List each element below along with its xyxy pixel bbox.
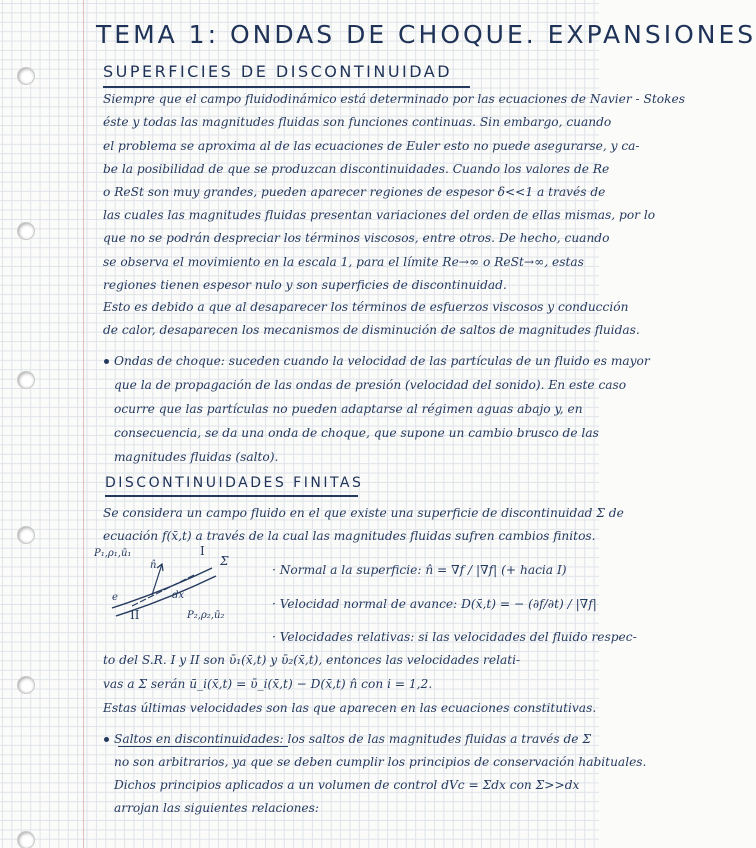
state1-label: P₁,ρ₁,ū₁ [94,548,132,559]
paragraph-line: be la posibilidad de que se produzcan discontinuidades. Cuando los valores de Re [103,162,610,176]
state2-label: P₂,ρ₂,ū₂ [187,610,225,621]
bullet-line: no son arbitrarios, ya que se deben cumplir los principios de conservación habituales. [114,755,647,769]
subheading-underline [118,746,288,747]
bullet-line: Saltos en discontinuidades: los saltos de las magnitudes fluidas a través de Σ [114,732,592,746]
section-heading-discontinuidades: DISCONTINUIDADES FINITAS [105,475,364,491]
bullet-line: Dichos principios aplicados a un volumen de control dVc = Σdx con Σ>>dx [114,778,580,792]
paragraph-line: Esto es debido a que al desaparecer los términos de esfuerzos viscosos y conducción [103,300,629,314]
paragraph-line: se observa el movimiento en la escala 1, para el límite Re→∞ o ReSt→∞, estas [103,255,584,269]
bullet-line: ocurre que las partículas no pueden adaptarse al régimen aguas abajo y, en [114,402,583,416]
bullet-line: que la de propagación de las ondas de presión (velocidad del sonido). En este caso [114,378,627,392]
paragraph-line: éste y todas las magnitudes fluidas son funciones continuas. Sin embargo, cuando [103,115,612,129]
margin-line [83,0,84,848]
binder-hole [18,223,34,239]
definition-relative: · Velocidades relativas: si las velocidades del fluido respec- [272,630,637,644]
bullet-line: Ondas de choque: suceden cuando la velocidad de las partículas de un fluido es mayor [114,354,650,368]
surface-line-upper [112,568,212,608]
bullet-dot [104,359,109,364]
bullet-line: consecuencia, se da una onda de choque, que supone un cambio brusco de las [114,426,599,440]
heading-underline [103,86,470,88]
paragraph-line: que no se podrán despreciar los términos viscosos, entre otros. De hecho, cuando [103,231,610,245]
paragraph-line: las cuales las magnitudes fluidas presentan variaciones del orden de ellas mismas, por lo [103,208,656,222]
paragraph-line: o ReSt son muy grandes, pueden aparecer regiones de espesor δ<<1 a través de [103,185,606,199]
paragraph-line: vas a Σ serán ū_i(x̄,t) = ῡ_i(x̄,t) − D(x̄,t) n̂ con i = 1,2. [103,677,433,691]
dx-label: dx [172,590,185,601]
paragraph-line: Siempre que el campo fluidodinámico está determinado por las ecuaciones de Navier - Stokes [103,92,685,106]
paragraph-line: ecuación f(x̄,t) a través de la cual las magnitudes fluidas sufren cambios finitos. [103,529,596,543]
paragraph-line: to del S.R. I y II son ῡ₁(x̄,t) y ῡ₂(x̄,t), entonces las velocidades relati- [103,653,521,667]
definition-velocity: · Velocidad normal de avance: D(x̄,t) = − (∂f/∂t) / |∇f| [272,597,597,611]
page-title: TEMA 1: ONDAS DE CHOQUE. EXPANSIONES [96,20,756,49]
binder-hole [18,68,34,84]
sigma-label: Σ [220,554,229,568]
binder-hole [18,832,34,848]
paragraph-line: Se considera un campo fluido en el que existe una superficie de discontinuidad Σ de [103,506,624,520]
e-label: e [112,592,118,603]
paragraph-line: de calor, desaparecen los mecanismos de disminución de saltos de magnitudes fluidas. [103,323,640,337]
binder-hole [18,677,34,693]
paragraph-line: regiones tienen espesor nulo y son superficies de discontinuidad. [103,278,507,292]
region2-label: II [130,608,140,622]
definition-normal: · Normal a la superficie: n̂ = ∇f / |∇f| (+ hacia I) [272,563,567,577]
bullet-line: magnitudes fluidas (salto). [114,450,279,464]
bullet-line: arrojan las siguientes relaciones: [114,801,320,815]
bullet-dot [104,737,109,742]
paragraph-line: el problema se aproxima al de las ecuaciones de Euler esto no puede asegurarse, y ca- [103,139,640,153]
paragraph-line: Estas últimas velocidades son las que aparecen en las ecuaciones constitutivas. [103,701,597,715]
binder-hole [18,527,34,543]
normal-label: n̂ [150,560,157,571]
binder-hole [18,372,34,388]
discontinuity-diagram [92,540,257,630]
section-heading-superficies: SUPERFICIES DE DISCONTINUIDAD [103,62,453,81]
region1-label: I [200,544,205,558]
heading-underline [105,495,358,497]
